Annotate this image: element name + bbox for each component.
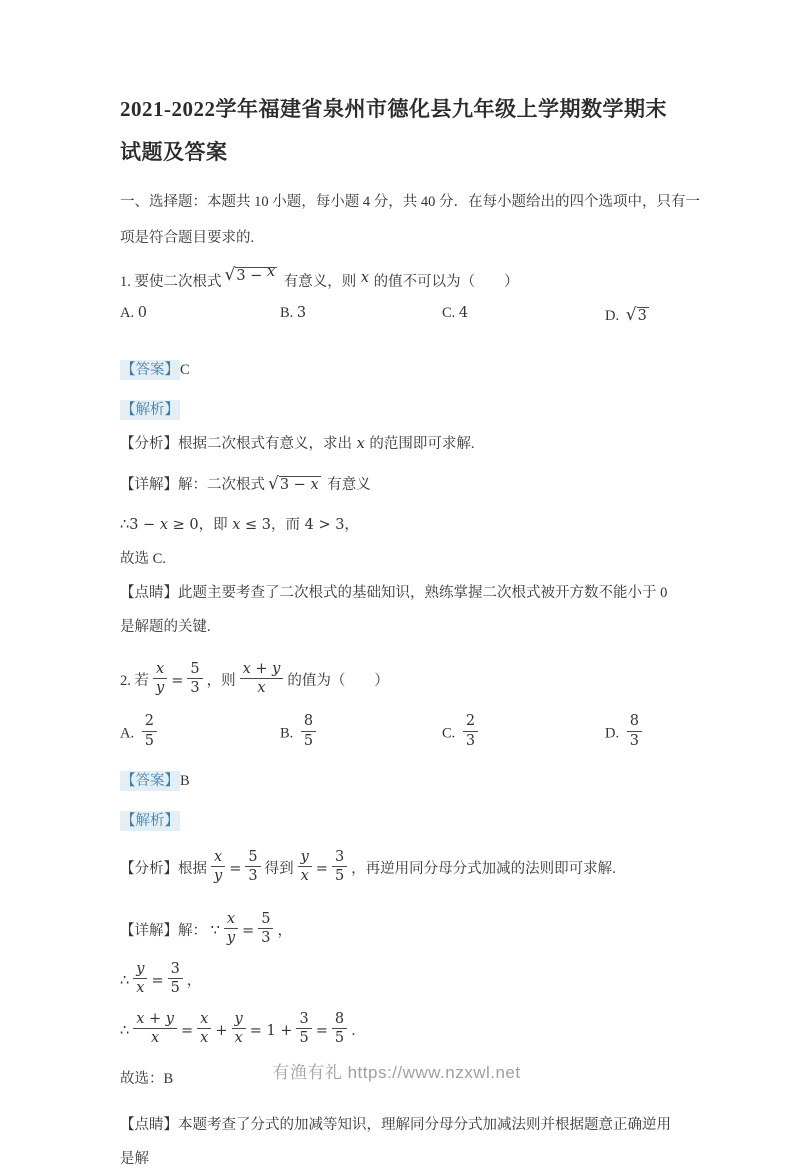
question-2-options	[120, 712, 677, 764]
question-1-options	[120, 305, 677, 343]
question-2-fenxi-line	[120, 844, 677, 894]
title-line-1: 2021-2022学年福建省泉州市德化县九年级上学期数学期末	[120, 97, 667, 121]
question-1-option-d: D. √3	[605, 305, 647, 325]
xiangjie-label: 【详解】	[120, 923, 178, 939]
question-2-conclusion-line: 故选：B	[120, 1071, 174, 1087]
jiexi-label: 【解析】	[121, 813, 179, 829]
answer-label: 【答案】	[121, 362, 179, 378]
section-intro-line-1: 一、选择题：本题共 10 小题，每小题 4 分，共 40 分．在每小题给出的四个选项中，只有一	[120, 194, 700, 210]
question-1-dianjing-line	[120, 576, 677, 644]
title-line-2: 试题及答案	[120, 140, 228, 164]
question-2-answer-line	[120, 764, 677, 798]
page-footer-watermark: 有渔有礼 https://www.nzxwl.net	[272, 1063, 521, 1082]
answer-value: B	[180, 773, 190, 789]
jiexi-label: 【解析】	[121, 402, 179, 418]
document-content	[120, 0, 700, 1176]
question-1-jiexi-line	[120, 393, 677, 427]
question-1-conclusion-line: 故选 C.	[120, 551, 166, 567]
question-2-jiexi-line	[120, 804, 677, 838]
question-1-stem: 1. 要使二次根式 √3 − x 有意义，则 x 的值不可以为（ ）	[120, 264, 519, 290]
question-2-stem: 2. 若 $\frac{x}{y}$ = $\frac{5}{3}$ ，则 $\frac{x + y}{x}$ 的值为（ ）	[120, 660, 389, 697]
question-2-line-sum: ∴ $\frac{x + y}{x}$ = $\frac{x}{x}$ + $\frac{y}{x}$ = 1 + $\frac{3}{5}$ = $\frac{8}{5}$ ．	[120, 1010, 366, 1047]
dianjing-label: 【点睛】	[120, 1117, 178, 1133]
question-2-dianjing-text: 本题考查了分式的加减等知识，理解同分母分式加减法则并根据题意正确逆用是解	[120, 1117, 671, 1167]
fenxi-label: 【分析】	[120, 861, 178, 877]
question-2-option-c: C. $\frac{2}{3}$	[442, 716, 482, 752]
question-2-dianjing-line	[120, 1108, 677, 1176]
question-1-fenxi-line	[120, 427, 677, 461]
question-1-answer-line	[120, 353, 677, 387]
question-1-option-b: B. 3	[280, 305, 307, 321]
question-2-fenxi-formula: 根据 $\frac{x}{y}$ = $\frac{5}{3}$ 得到 $\frac{y}{x}$ = $\frac{3}{5}$ ，再逆用同分母分式加减的法则即可求解.	[178, 848, 616, 885]
question-2-xiangjie-formula: 解： ∵ $\frac{x}{y}$ = $\frac{5}{3}$ ，	[178, 910, 292, 947]
section-intro	[120, 184, 700, 256]
question-1-xiangjie-line	[120, 467, 677, 502]
page-title	[120, 88, 677, 174]
question-2-line-yx: ∴ $\frac{y}{x}$ = $\frac{3}{5}$ ，	[120, 960, 202, 997]
question-1-option-c: C. 4	[442, 305, 469, 321]
section-intro-line-2: 项是符合题目要求的.	[120, 230, 255, 246]
dianjing-label: 【点睛】	[120, 585, 178, 601]
question-1-xiangjie-formula: 解：二次根式 √3 − x 有意义	[178, 474, 371, 494]
xiangjie-label: 【详解】	[120, 477, 178, 493]
fenxi-label: 【分析】	[120, 436, 178, 452]
question-2-option-d: D. $\frac{8}{3}$	[605, 716, 646, 752]
answer-label: 【答案】	[121, 773, 179, 789]
question-2-option-a: A. $\frac{2}{5}$	[120, 716, 161, 752]
question-2-option-b: B. $\frac{8}{5}$	[280, 716, 320, 752]
question-1-deduction-line: ∴3 − x ≥ 0，即 x ≤ 3，而 4 > 3，	[120, 517, 359, 533]
answer-value: C	[180, 362, 190, 378]
question-1-option-a: A. 0	[120, 305, 147, 321]
question-2-xiangjie-line	[120, 906, 677, 956]
question-1-dianjing-text: 此题主要考查了二次根式的基础知识，熟练掌握二次根式被开方数不能小于 0 是解题的关键.	[120, 585, 668, 635]
question-1-fenxi-formula: 根据二次根式有意义，求出 x 的范围即可求解.	[178, 436, 475, 452]
